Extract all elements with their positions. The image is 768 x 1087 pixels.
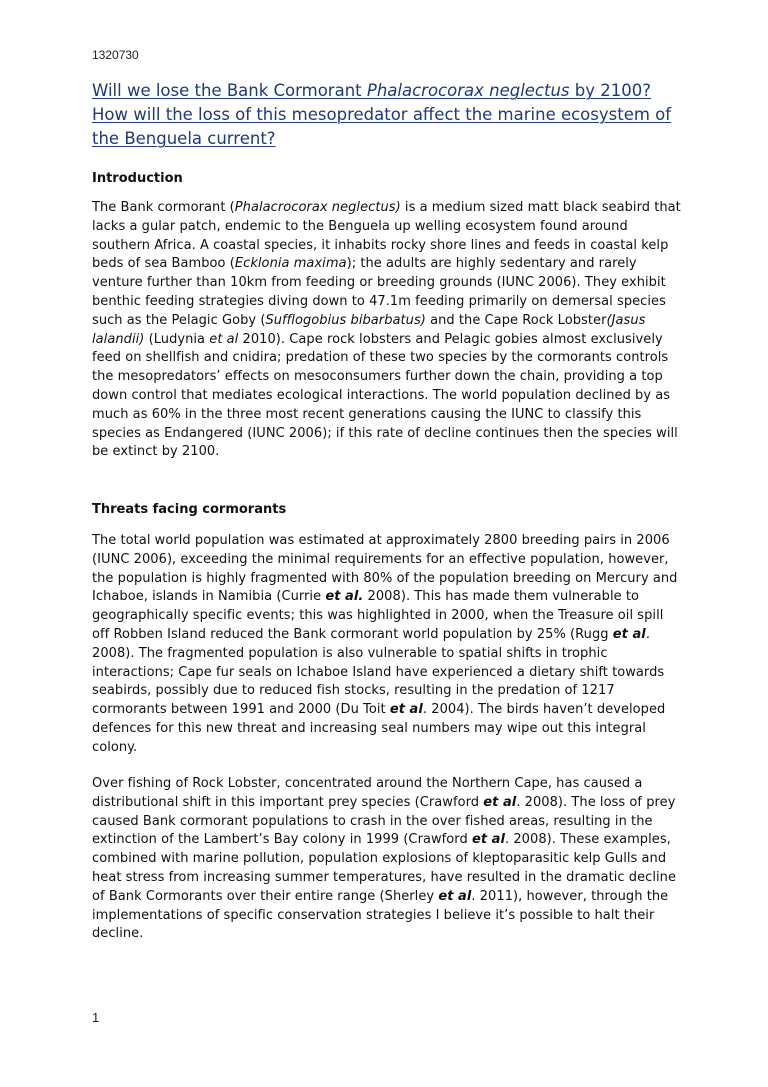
- threats-p1-italic-c: et al: [389, 702, 423, 718]
- intro-section: [92, 171, 682, 186]
- threats-p2-text-b: . 2008). The loss of prey caused Bank cormorant populations to crash in the over fished areas, resulting in the extinction of the Lambert’s Bay colony in 1999 (Crawford: [92, 794, 676, 848]
- threats-p1-text-d: . 2004). The birds haven’t developed defences for this new threat and increasing seal numbers may wipe out this integral colony.: [92, 702, 666, 755]
- intro-text-3: ); the adults are highly sedentary and rarely venture further than 10km from feeding or breeding grounds (IUNC 2006). They exhibit benthic feeding strategies diving down to 47.1m feeding primarily on demersal species such as the Pelagic Goby (: [92, 256, 666, 328]
- intro-paragraph-block: [92, 199, 682, 462]
- threats-p1-italic-a: et al.: [325, 589, 364, 605]
- threats-section: [92, 502, 682, 517]
- intro-italic-2: Ecklonia maxima: [234, 256, 347, 272]
- threats-p2-text-d: . 2011), however, through the implementations of specific conservation strategies I believe it’s possible to halt their decline.: [92, 888, 669, 942]
- page-number: 1: [92, 1010, 100, 1025]
- threats-p1-italic-b: et al: [612, 626, 646, 642]
- intro-italic-5: et al: [209, 331, 239, 347]
- title-line1-text: Will we lose the Bank Cormorant: [92, 81, 367, 100]
- intro-italic-1: Phalacrocorax neglectus): [234, 200, 401, 215]
- intro-text-4: and the Cape Rock Lobster: [425, 312, 607, 328]
- threats-paragraph-2-block: [92, 775, 682, 944]
- document-title: [92, 79, 692, 151]
- threats-p1-text-c: . 2008). The fragmented population is also vulnerable to spatial shifts in trophic interactions; Cape fur seals on Ichaboe Island have experienced a dietary shift towards seabirds, possibly due to reduced fish stocks, resulting in the predation of 1217 cormorants between 1991 and 2000 (Du Toit: [92, 626, 665, 718]
- intro-italic-4: (Jasus lalandii): [92, 312, 646, 347]
- title-species-name: Phalacrocorax neglectus: [366, 81, 570, 100]
- threats-paragraph-1: [92, 532, 682, 758]
- intro-text-1: The Bank cormorant (: [92, 200, 235, 215]
- intro-text-5: (Ludynia: [144, 331, 210, 347]
- threats-p2-italic-a: et al: [483, 794, 517, 810]
- threats-p2-text-c: . 2008). These examples, combined with marine pollution, population explosions of kleptoparasitic kelp Gulls and heat stress from increasing summer temperatures, have resulted in the dramatic decline of Bank Cormorants over their entire range (Sherley: [92, 832, 676, 904]
- threats-p2-italic-b: et al: [471, 832, 505, 848]
- intro-heading: Introduction: [92, 171, 183, 186]
- threats-p2-text-a: Over fishing of Rock Lobster, concentrated around the Northern Cape, has caused a distributional shift in this important prey species (Crawford: [92, 776, 643, 810]
- threats-p1-text-b: 2008). This has made them vulnerable to geographically specific events; this was highlighted in 2000, when the Treasure oil spill off Robben Island reduced the Bank cormorant world population by 25% (Rugg: [92, 589, 664, 642]
- title-line3: the Benguela current?: [92, 129, 276, 148]
- title-line2: How will the loss of this mesopredator affect the marine ecosystem of: [92, 105, 672, 124]
- threats-p1-text-a: The total world population was estimated at approximately 2800 breeding pairs in 2006 (IUNC 2006), exceeding the minimal requirements for an effective population, however, the population is highly fragmented with 80% of the population breeding on Mercury and Ichaboe, islands in Namibia (Currie: [92, 533, 678, 605]
- threats-paragraph-2: [92, 775, 682, 944]
- title-line1-end: by 2100?: [569, 81, 652, 100]
- intro-paragraph: [92, 199, 682, 462]
- intro-italic-3: Sufflogobius bibarbatus): [265, 312, 426, 328]
- document-id: 1320730: [92, 48, 139, 62]
- threats-heading: Threats facing cormorants: [92, 502, 287, 517]
- intro-text-6: 2010). Cape rock lobsters and Pelagic gobies almost exclusively feed on shellfish and cnidira; predation of these two species by the cormorants controls the mesopredators’ effects on mesoconsumers further down the chain, providing a top down control that mediates ecological interactions. The world population declined by as much as 60% in the three most recent generations causing the IUNC to classify this species as Endangered (IUNC 2006); if this rate of decline continues then the species will be extinct by 2100.: [92, 331, 678, 460]
- threats-paragraph-1-block: [92, 532, 682, 758]
- threats-p2-italic-c: et al: [438, 888, 472, 904]
- intro-text-2: is a medium sized matt black seabird that lacks a gular patch, endemic to the Benguela up welling ecosystem found around southern Africa. A coastal species, it inhabits rocky shore lines and feeds in coastal kelp beds of sea Bamboo (: [92, 200, 681, 272]
